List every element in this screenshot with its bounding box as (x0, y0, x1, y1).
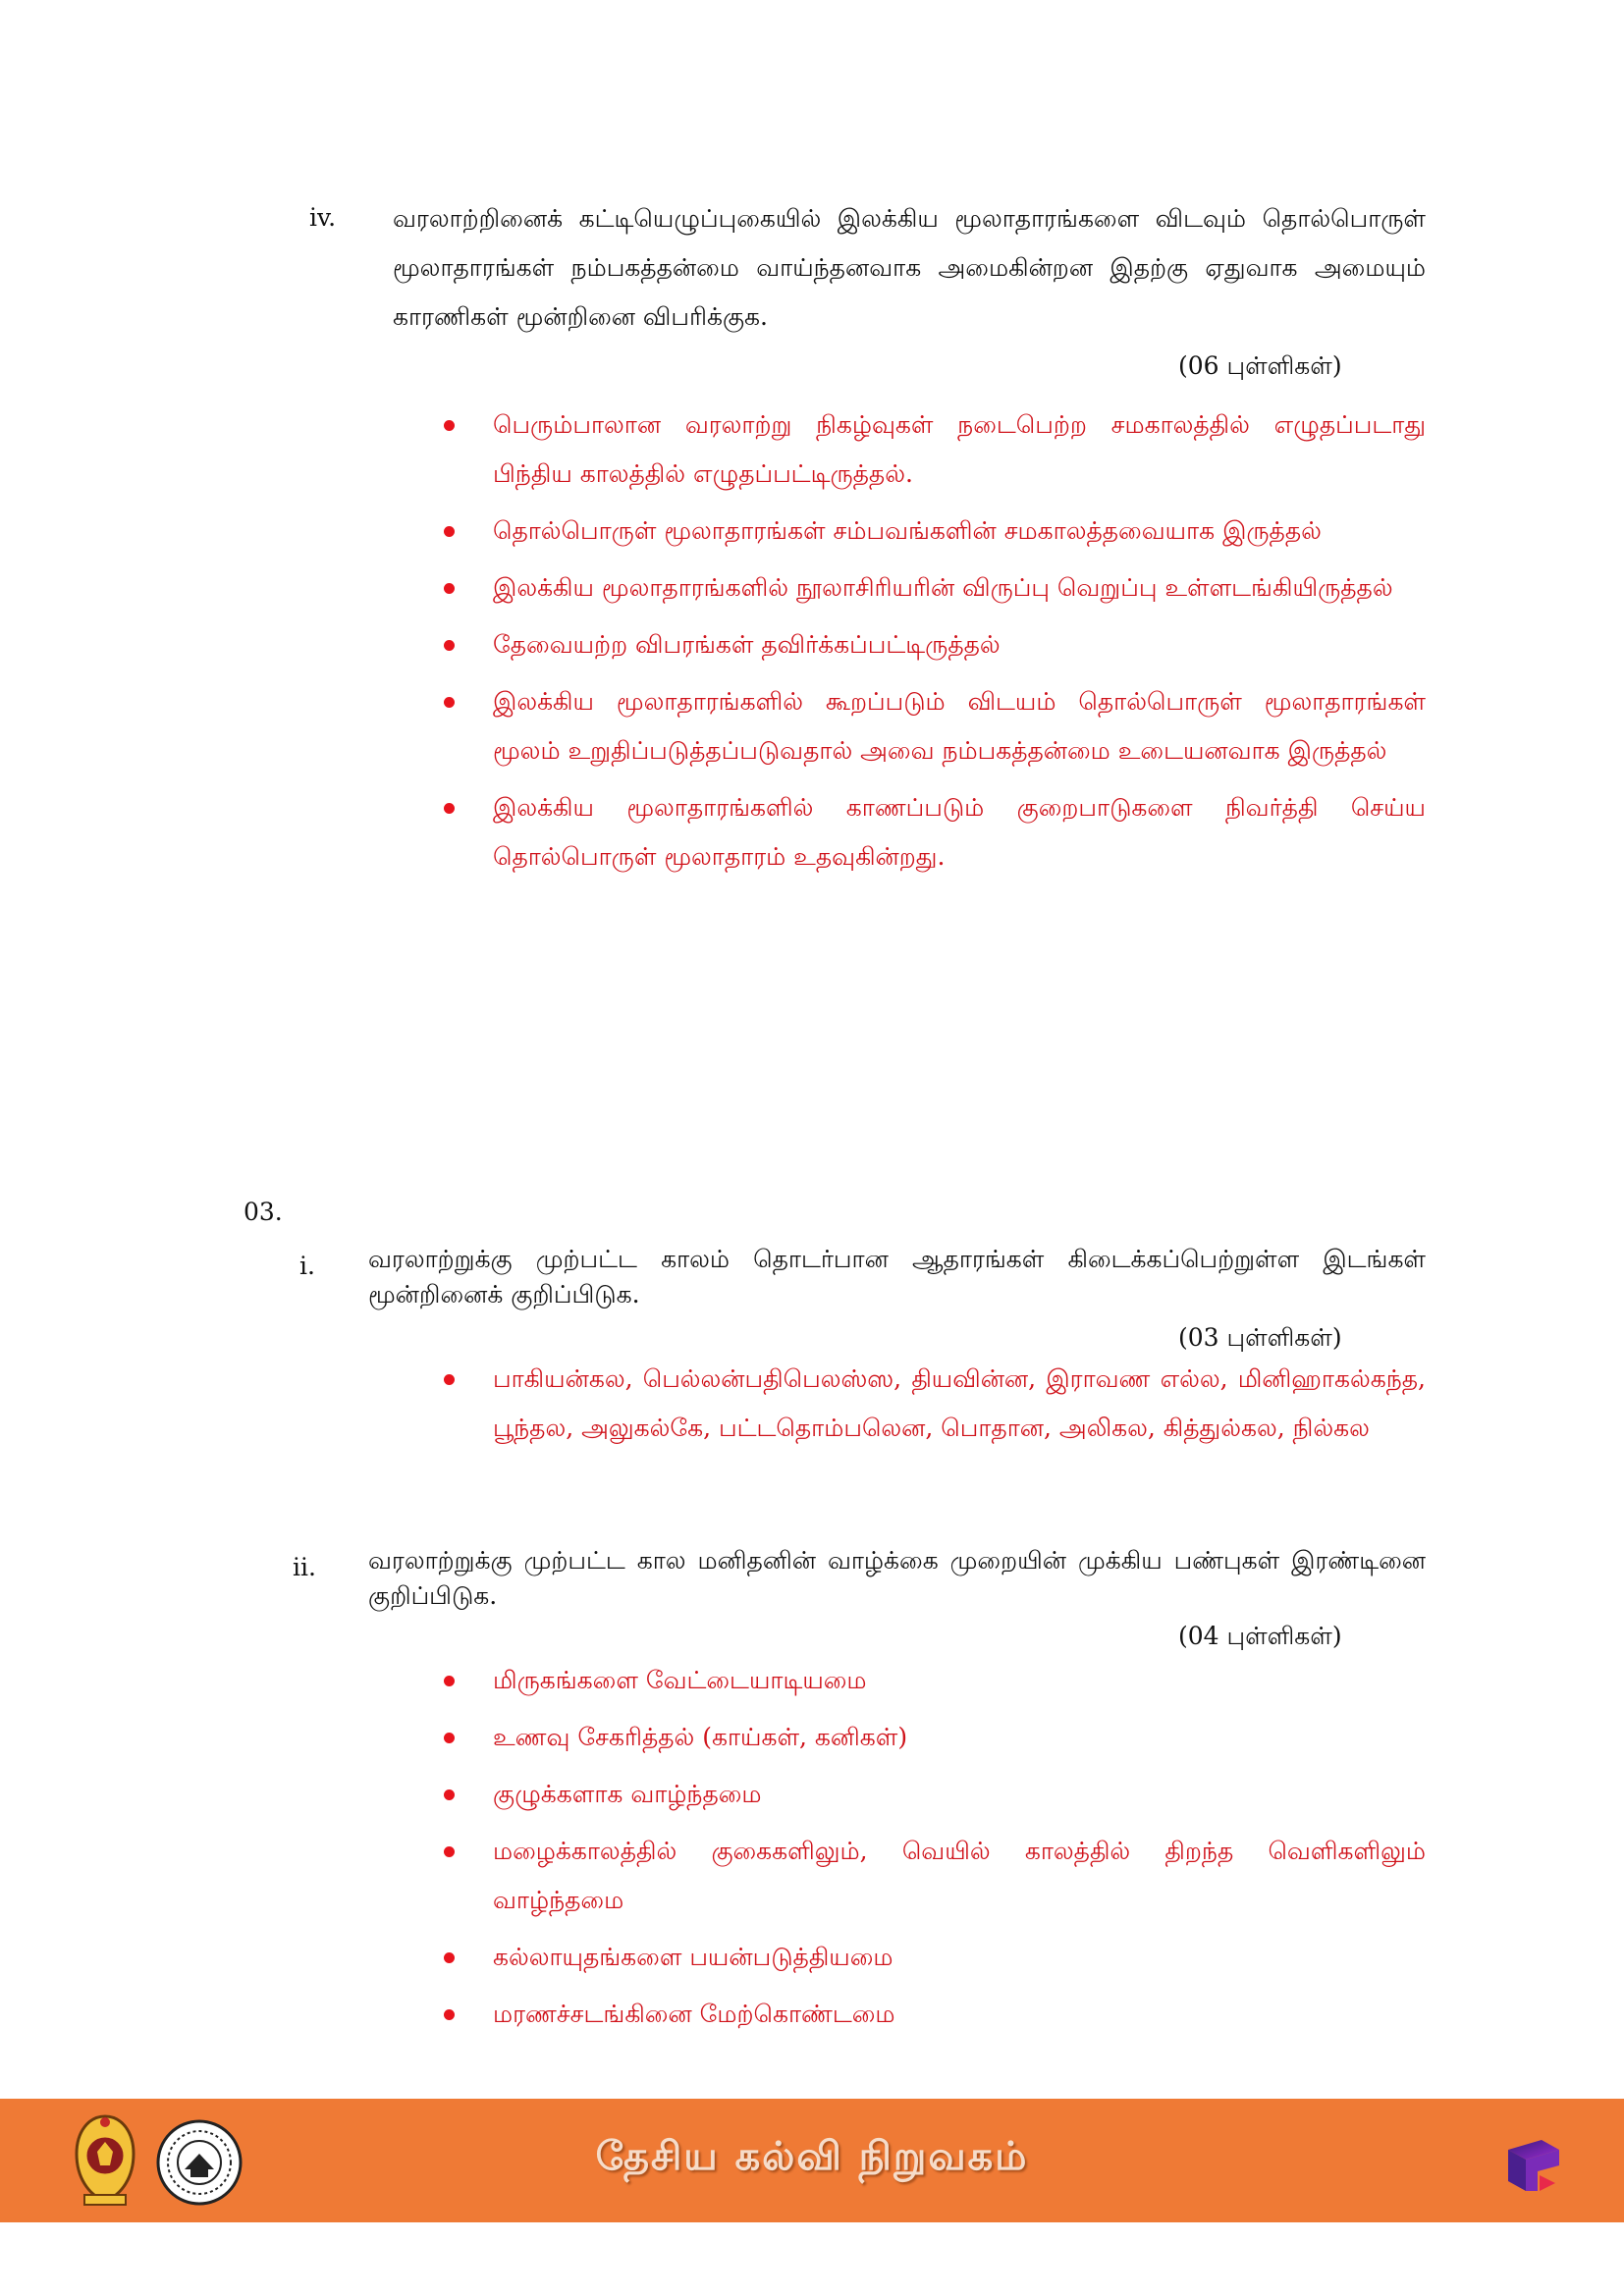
bullet-icon (444, 526, 455, 537)
question-number: ii. (293, 1553, 316, 1581)
bullet-icon (444, 1952, 455, 1963)
answer-item: மழைக்காலத்தில் குகைகளிலும், வெயில் காலத்தில் திறந்த வெளிகளிலும் வாழ்ந்தமை (444, 1827, 1426, 1925)
question-text: வரலாற்றுக்கு முற்பட்ட காலம் தொடர்பான ஆதாரங்கள் கிடைக்கப்பெற்றுள்ள இடங்கள் மூன்றினைக் குறிப்பிடுக. (368, 1245, 1426, 1308)
marks-label: (06 புள்ளிகள்) (1178, 351, 1342, 380)
answer-item: இலக்கிய மூலாதாரங்களில் காணப்படும் குறைபாடுகளை நிவர்த்தி செய்ய தொல்பொருள் மூலாதாரம் உதவுகின்றது. (444, 783, 1426, 881)
answer-item: குழுக்களாக வாழ்ந்தமை (444, 1770, 1426, 1819)
answer-item: உணவு சேகரித்தல் (காய்கள், கனிகள்) (444, 1713, 1426, 1762)
bullet-icon (444, 640, 455, 651)
bullet-icon (444, 1789, 455, 1800)
answer-item: இலக்கிய மூலாதாரங்களில் கூறப்படும் விடயம் தொல்பொருள் மூலாதாரங்கள் மூலம் உறுதிப்படுத்தப்படுவதால் அவை நம்பகத்தன்மை உடையனவாக இருத்தல் (444, 677, 1426, 775)
answer-item: கல்லாயுதங்களை பயன்படுத்தியமை (444, 1933, 1426, 1982)
bullet-icon (444, 420, 455, 431)
question-text: வரலாற்றுக்கு முற்பட்ட கால மனிதனின் வாழ்க்கை முறையின் முக்கிய பண்புகள் இரண்டினை குறிப்பிடுக. (368, 1546, 1426, 1610)
bullet-icon (444, 697, 455, 708)
answer-item: தேவையற்ற விபரங்கள் தவிர்க்கப்பட்டிருத்தல் (444, 620, 1426, 669)
bullet-icon (444, 2009, 455, 2020)
answer-item: மரணச்சடங்கினை மேற்கொண்டமை (444, 1990, 1426, 2039)
answer-list (444, 1355, 1426, 1461)
question-text: வரலாற்றினைக் கட்டியெழுப்புகையில் இலக்கிய மூலாதாரங்களை விடவும் தொல்பொருள் மூலாதாரங்கள் நம்பகத்தன்மை வாய்ந்தனவாக அமைகின்றன இதற்கு ஏதுவாக அமையும் காரணிகள் மூன்றினை விபரிக்குக. (393, 204, 1426, 331)
bullet-icon (444, 1374, 455, 1385)
answer-list (444, 400, 1426, 889)
footer-title: தேசிய கல்வி நிறுவகம் (595, 2134, 1029, 2179)
publisher-logo-icon (1502, 2136, 1563, 2197)
question-number: iv. (309, 203, 337, 232)
answer-item: இலக்கிய மூலாதாரங்களில் நூலாசிரியரின் விருப்பு வெறுப்பு உள்ளடங்கியிருத்தல் (444, 563, 1426, 613)
bullet-icon (444, 1676, 455, 1686)
answer-item: தொல்பொருள் மூலாதாரங்கள் சம்பவங்களின் சமகாலத்தவையாக இருத்தல் (444, 507, 1426, 556)
footer-bar (0, 2099, 1624, 2222)
answer-list (444, 1656, 1426, 2047)
answer-item: பெரும்பாலான வரலாற்று நிகழ்வுகள் நடைபெற்ற சமகாலத்தில் எழுதப்படாது பிந்திய காலத்தில் எழுதப்பட்டிருத்தல். (444, 400, 1426, 499)
marks-label: (03 புள்ளிகள்) (1178, 1323, 1342, 1352)
answer-item: மிருகங்களை வேட்டையாடியமை (444, 1656, 1426, 1705)
marks-label: (04 புள்ளிகள்) (1178, 1622, 1342, 1650)
bullet-icon (444, 583, 455, 594)
section-number: 03. (244, 1198, 283, 1226)
question-number: i. (299, 1252, 315, 1280)
bullet-icon (444, 1733, 455, 1743)
bullet-icon (444, 1846, 455, 1857)
bullet-icon (444, 803, 455, 814)
answer-item: பாகியன்கல, பெல்லன்பதிபெலஸ்ஸ, தியவின்ன, இராவண எல்ல, மினிஹாகல்கந்த, பூந்தல, அலுகல்கே, பட்டதொம்பலென, பொதான, அலிகல, கித்துல்கல, நில்கல (444, 1355, 1426, 1453)
